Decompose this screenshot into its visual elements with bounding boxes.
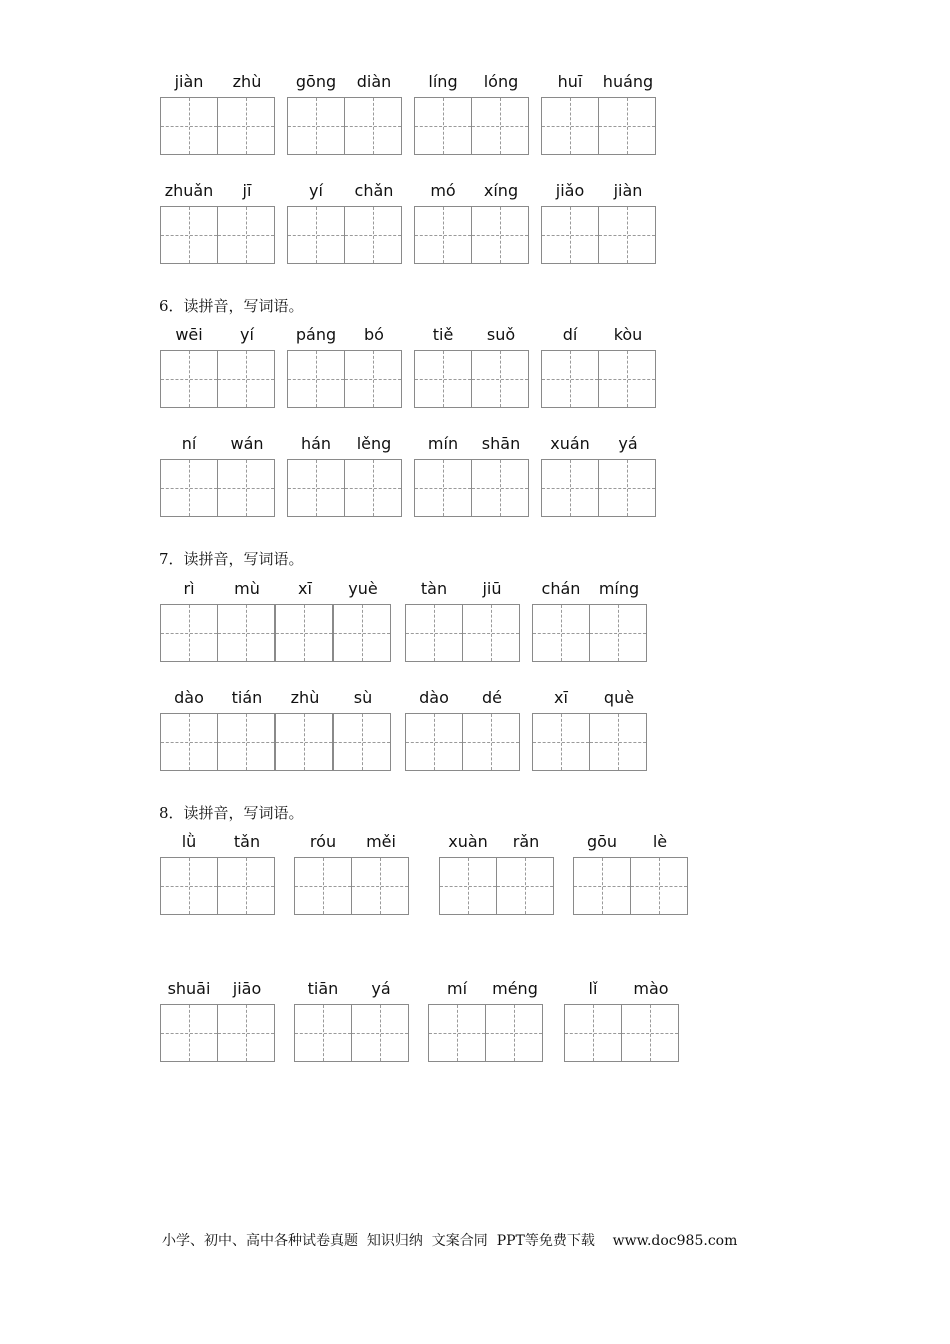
tianzige-writing-box[interactable] xyxy=(621,1004,679,1062)
pinyin-label: xī xyxy=(554,688,568,707)
word-group xyxy=(160,181,276,264)
tianzige-writing-box[interactable] xyxy=(333,713,391,771)
tianzige-writing-box[interactable] xyxy=(471,459,529,517)
tianzige-writing-box[interactable] xyxy=(414,459,472,517)
pinyin-label: yí xyxy=(309,181,323,200)
tianzige-writing-box[interactable] xyxy=(573,857,631,915)
word-group xyxy=(160,434,276,517)
pinyin-label: mào xyxy=(633,979,669,998)
tianzige-writing-box[interactable] xyxy=(217,206,275,264)
word-group xyxy=(564,979,680,1062)
tianzige-writing-box[interactable] xyxy=(275,604,333,662)
character-cell xyxy=(160,181,218,264)
character-cell xyxy=(599,72,657,155)
tianzige-writing-box[interactable] xyxy=(496,857,554,915)
word-group xyxy=(414,325,530,408)
pinyin-label: yí xyxy=(240,325,254,344)
character-cell xyxy=(486,979,544,1062)
word-group xyxy=(532,579,648,662)
pinyin-label: líng xyxy=(428,72,458,91)
tianzige-writing-box[interactable] xyxy=(333,604,391,662)
pinyin-label: páng xyxy=(295,325,337,344)
tianzige-writing-box[interactable] xyxy=(405,604,463,662)
word-group xyxy=(405,688,521,771)
pinyin-label: jī xyxy=(242,181,252,200)
pinyin-label: wēi xyxy=(175,325,203,344)
character-cell xyxy=(541,72,599,155)
pinyin-label: bó xyxy=(364,325,384,344)
character-cell xyxy=(414,181,472,264)
character-cell xyxy=(472,434,530,517)
pinyin-label: wán xyxy=(230,434,264,453)
character-cell xyxy=(345,72,403,155)
word-group xyxy=(160,979,276,1062)
character-cell xyxy=(287,434,345,517)
pinyin-label: gōng xyxy=(295,72,337,91)
word-group xyxy=(405,579,521,662)
tianzige-writing-box[interactable] xyxy=(344,459,402,517)
pinyin-label: tiān xyxy=(307,979,339,998)
pinyin-label: mín xyxy=(427,434,459,453)
tianzige-writing-box[interactable] xyxy=(589,604,647,662)
tianzige-writing-box[interactable] xyxy=(414,97,472,155)
pinyin-label: yá xyxy=(371,979,391,998)
word-group xyxy=(160,72,276,155)
tianzige-writing-box[interactable] xyxy=(471,206,529,264)
tianzige-writing-box[interactable] xyxy=(294,1004,352,1062)
tianzige-writing-box[interactable] xyxy=(217,1004,275,1062)
word-group xyxy=(541,181,657,264)
word-group xyxy=(414,434,530,517)
pinyin-label: shuāi xyxy=(167,979,211,998)
character-cell xyxy=(218,832,276,915)
pinyin-label: hán xyxy=(300,434,332,453)
character-cell xyxy=(160,832,218,915)
character-cell xyxy=(334,688,392,771)
tianzige-writing-box[interactable] xyxy=(414,350,472,408)
character-cell xyxy=(414,72,472,155)
footer-text: 小学、初中、高中各种试卷真题 知识归纳 文案合同 PPT等免费下载 www.doc985.com xyxy=(162,1233,738,1249)
character-cell xyxy=(622,979,680,1062)
pinyin-label: xī xyxy=(298,579,312,598)
pinyin-label: míng xyxy=(598,579,640,598)
tianzige-writing-box[interactable] xyxy=(471,350,529,408)
pinyin-label: zhù xyxy=(290,688,320,707)
tianzige-writing-box[interactable] xyxy=(541,459,599,517)
pinyin-label: rì xyxy=(183,579,195,598)
tianzige-writing-box[interactable] xyxy=(287,459,345,517)
pinyin-label: měi xyxy=(366,832,396,851)
character-cell xyxy=(472,72,530,155)
character-cell xyxy=(352,832,410,915)
pinyin-label: dào xyxy=(174,688,204,707)
word-group xyxy=(414,181,530,264)
character-cell xyxy=(405,688,463,771)
tianzige-writing-box[interactable] xyxy=(217,350,275,408)
pinyin-label: xuán xyxy=(550,434,590,453)
pinyin-label: zhù xyxy=(232,72,262,91)
pinyin-label: rǎn xyxy=(512,832,540,851)
character-cell xyxy=(287,325,345,408)
word-group xyxy=(160,688,392,771)
tianzige-writing-box[interactable] xyxy=(541,206,599,264)
pinyin-label: dào xyxy=(419,688,449,707)
pinyin-label: mó xyxy=(430,181,456,200)
pinyin-label: yuè xyxy=(348,579,378,598)
tianzige-writing-box[interactable] xyxy=(344,97,402,155)
word-group xyxy=(287,434,403,517)
tianzige-writing-box[interactable] xyxy=(287,97,345,155)
tianzige-writing-box[interactable] xyxy=(485,1004,543,1062)
character-cell xyxy=(428,979,486,1062)
character-cell xyxy=(590,688,648,771)
pinyin-label: huáng xyxy=(602,72,654,91)
pinyin-label: diàn xyxy=(356,72,392,91)
pinyin-label: tiě xyxy=(432,325,454,344)
pinyin-label: sù xyxy=(353,688,373,707)
word-group xyxy=(541,325,657,408)
tianzige-writing-box[interactable] xyxy=(160,713,218,771)
character-cell xyxy=(472,325,530,408)
tianzige-writing-box[interactable] xyxy=(462,713,520,771)
pinyin-label: mí xyxy=(446,979,468,998)
tianzige-writing-box[interactable] xyxy=(439,857,497,915)
pinyin-label: lěng xyxy=(356,434,392,453)
pinyin-label: huī xyxy=(557,72,583,91)
pinyin-label: tàn xyxy=(420,579,448,598)
word-group xyxy=(160,325,276,408)
word-group xyxy=(428,979,544,1062)
character-cell xyxy=(352,979,410,1062)
tianzige-writing-box[interactable] xyxy=(217,713,275,771)
pinyin-label: jiāo xyxy=(232,979,262,998)
pinyin-label: yá xyxy=(618,434,638,453)
tianzige-writing-box[interactable] xyxy=(160,206,218,264)
tianzige-writing-box[interactable] xyxy=(344,350,402,408)
pinyin-label: què xyxy=(603,688,635,707)
tianzige-writing-box[interactable] xyxy=(217,459,275,517)
character-cell xyxy=(463,688,521,771)
character-cell xyxy=(414,434,472,517)
tianzige-writing-box[interactable] xyxy=(598,206,656,264)
character-cell xyxy=(541,181,599,264)
tianzige-writing-box[interactable] xyxy=(541,350,599,408)
character-cell xyxy=(599,181,657,264)
character-cell xyxy=(160,325,218,408)
pinyin-label: jiàn xyxy=(174,72,204,91)
tianzige-writing-box[interactable] xyxy=(160,604,218,662)
tianzige-writing-box[interactable] xyxy=(598,97,656,155)
word-group xyxy=(287,181,403,264)
character-cell xyxy=(160,979,218,1062)
word-group xyxy=(160,832,276,915)
tianzige-writing-box[interactable] xyxy=(160,1004,218,1062)
character-cell xyxy=(218,688,276,771)
word-group xyxy=(541,72,657,155)
character-cell xyxy=(590,579,648,662)
character-cell xyxy=(541,434,599,517)
character-cell xyxy=(160,72,218,155)
pinyin-label: chǎn xyxy=(354,181,394,200)
pinyin-label: xíng xyxy=(483,181,519,200)
word-group xyxy=(287,325,403,408)
word-group xyxy=(532,688,648,771)
character-cell xyxy=(160,688,218,771)
word-group xyxy=(541,434,657,517)
pinyin-label: róu xyxy=(309,832,337,851)
pinyin-label: shān xyxy=(481,434,521,453)
tianzige-writing-box[interactable] xyxy=(287,350,345,408)
character-cell xyxy=(218,72,276,155)
character-cell xyxy=(573,832,631,915)
character-cell xyxy=(294,832,352,915)
character-cell xyxy=(439,832,497,915)
tianzige-writing-box[interactable] xyxy=(541,97,599,155)
character-cell xyxy=(160,579,218,662)
tianzige-writing-box[interactable] xyxy=(630,857,688,915)
word-group xyxy=(439,832,555,915)
pinyin-label: chán xyxy=(541,579,581,598)
pinyin-label: gōu xyxy=(586,832,618,851)
tianzige-writing-box[interactable] xyxy=(217,97,275,155)
character-cell xyxy=(218,181,276,264)
pinyin-label: xuàn xyxy=(448,832,488,851)
tianzige-writing-box[interactable] xyxy=(351,1004,409,1062)
character-cell xyxy=(218,579,276,662)
word-group xyxy=(287,72,403,155)
character-cell xyxy=(472,181,530,264)
character-cell xyxy=(287,72,345,155)
pinyin-label: kòu xyxy=(613,325,643,344)
pinyin-label: ní xyxy=(181,434,197,453)
tianzige-writing-box[interactable] xyxy=(217,857,275,915)
pinyin-label: lǜ xyxy=(181,832,197,851)
character-cell xyxy=(334,579,392,662)
character-cell xyxy=(294,979,352,1062)
character-cell xyxy=(414,325,472,408)
tianzige-writing-box[interactable] xyxy=(462,604,520,662)
tianzige-writing-box[interactable] xyxy=(160,857,218,915)
character-cell xyxy=(541,325,599,408)
tianzige-writing-box[interactable] xyxy=(414,206,472,264)
character-cell xyxy=(599,434,657,517)
pinyin-label: jiàn xyxy=(613,181,643,200)
word-group xyxy=(160,579,392,662)
character-cell xyxy=(497,832,555,915)
character-cell xyxy=(345,181,403,264)
word-group xyxy=(414,72,530,155)
tianzige-writing-box[interactable] xyxy=(428,1004,486,1062)
question-7-heading: 7．读拼音，写词语。 xyxy=(159,550,304,568)
character-cell xyxy=(160,434,218,517)
pinyin-label: lè xyxy=(652,832,668,851)
character-cell xyxy=(218,979,276,1062)
pinyin-label: lǐ xyxy=(588,979,598,998)
tianzige-writing-box[interactable] xyxy=(532,604,590,662)
character-cell xyxy=(276,579,334,662)
tianzige-writing-box[interactable] xyxy=(351,857,409,915)
character-cell xyxy=(463,579,521,662)
tianzige-writing-box[interactable] xyxy=(589,713,647,771)
tianzige-writing-box[interactable] xyxy=(598,350,656,408)
pinyin-label: lóng xyxy=(483,72,519,91)
character-cell xyxy=(218,325,276,408)
pinyin-label: méng xyxy=(492,979,538,998)
pinyin-label: tǎn xyxy=(233,832,261,851)
pinyin-label: suǒ xyxy=(486,325,516,344)
pinyin-label: mù xyxy=(234,579,260,598)
tianzige-writing-box[interactable] xyxy=(344,206,402,264)
tianzige-writing-box[interactable] xyxy=(160,459,218,517)
character-cell xyxy=(405,579,463,662)
tianzige-writing-box[interactable] xyxy=(471,97,529,155)
character-cell xyxy=(345,434,403,517)
word-group xyxy=(294,832,410,915)
pinyin-label: jiǎo xyxy=(555,181,585,200)
tianzige-writing-box[interactable] xyxy=(405,713,463,771)
character-cell xyxy=(532,688,590,771)
tianzige-writing-box[interactable] xyxy=(294,857,352,915)
character-cell xyxy=(218,434,276,517)
character-cell xyxy=(287,181,345,264)
tianzige-writing-box[interactable] xyxy=(160,350,218,408)
question-6-heading: 6．读拼音，写词语。 xyxy=(159,297,304,315)
tianzige-writing-box[interactable] xyxy=(217,604,275,662)
question-8-heading: 8．读拼音，写词语。 xyxy=(159,804,304,822)
character-cell xyxy=(276,688,334,771)
pinyin-label: jiū xyxy=(482,579,502,598)
pinyin-label: tián xyxy=(231,688,263,707)
pinyin-label: dé xyxy=(482,688,502,707)
tianzige-writing-box[interactable] xyxy=(275,713,333,771)
character-cell xyxy=(345,325,403,408)
pinyin-label: dí xyxy=(562,325,578,344)
pinyin-label: zhuǎn xyxy=(164,181,214,200)
character-cell xyxy=(631,832,689,915)
tianzige-writing-box[interactable] xyxy=(287,206,345,264)
character-cell xyxy=(564,979,622,1062)
tianzige-writing-box[interactable] xyxy=(598,459,656,517)
character-cell xyxy=(599,325,657,408)
character-cell xyxy=(532,579,590,662)
tianzige-writing-box[interactable] xyxy=(532,713,590,771)
tianzige-writing-box[interactable] xyxy=(160,97,218,155)
tianzige-writing-box[interactable] xyxy=(564,1004,622,1062)
word-group xyxy=(573,832,689,915)
word-group xyxy=(294,979,410,1062)
